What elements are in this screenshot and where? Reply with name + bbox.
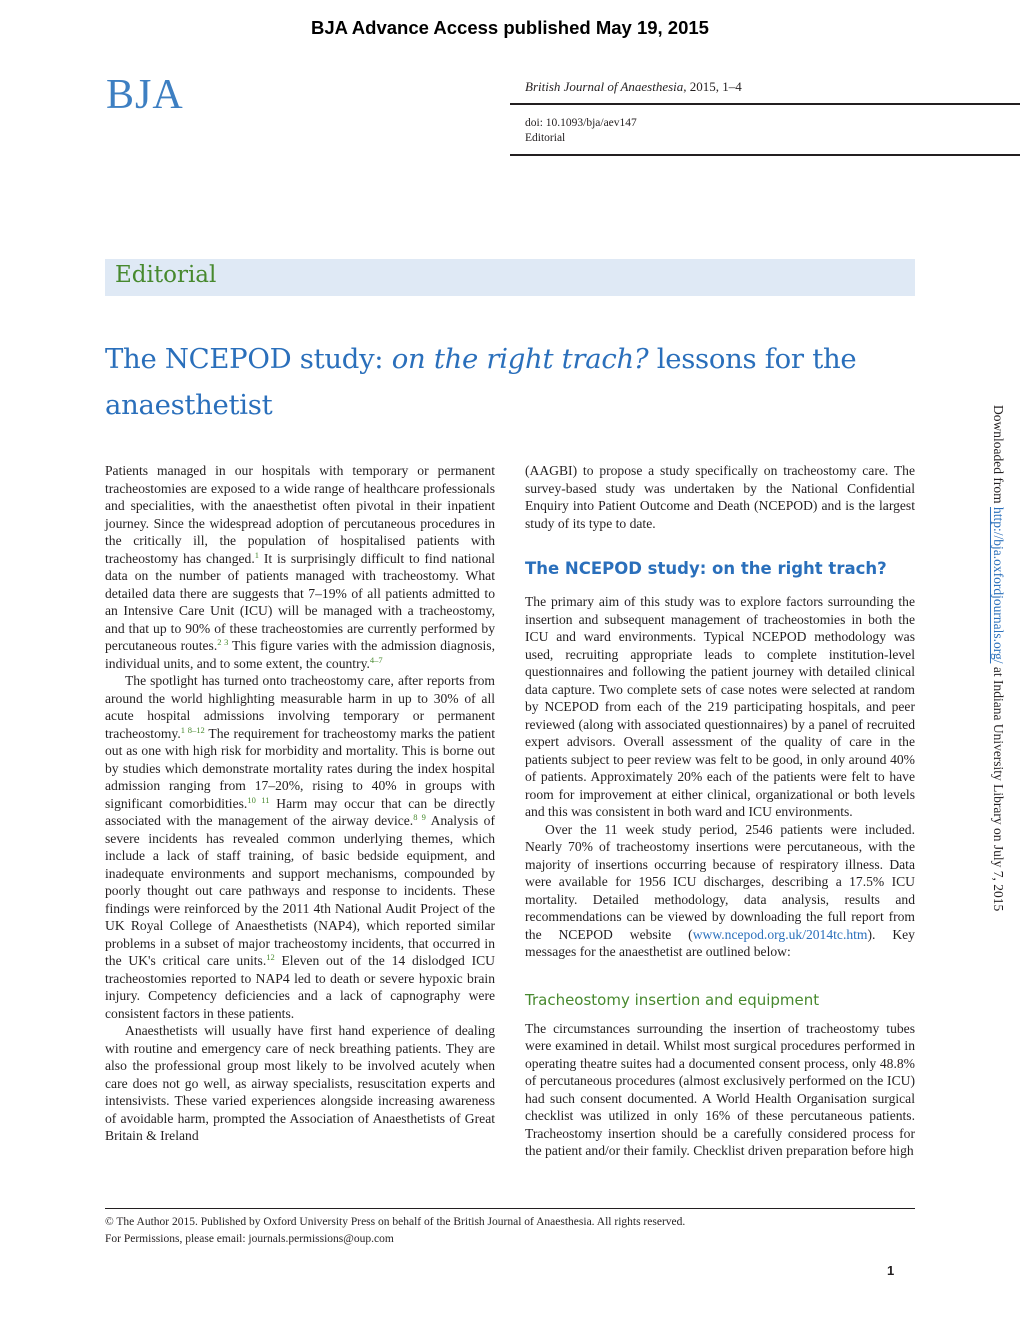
left-column [105,462,495,1145]
journal-year-pages: , 2015, 1–4 [683,79,742,94]
header-rule-top [510,103,1020,105]
article-type: Editorial [525,132,566,144]
article-title [105,336,865,428]
citation-ref[interactable]: 8 9 [413,812,426,822]
title-part-1: The NCEPOD study: [105,343,392,375]
section-label: Editorial [115,262,217,288]
paragraph-4: (AAGBI) to propose a study specifically on tracheostomy care. The survey-based study was undertaken by the National Confidential Enquiry into Patient Outcome and Death (NCEPOD) and is the largest study of its type to date. [525,463,915,531]
paragraph-7: The circumstances surrounding the insertion of tracheostomy tubes were examined in detail. Whilst most surgical procedures performed in operating theatre suites had a documented consent process, only 48.8% of percutaneous procedures (almost exclusively performed on the ICU) had such consent documented. A World Health Organisation surgical checklist was utilized in only 16% of these percutaneous patients. Tracheostomy insertion should be a carefully considered process for the patient and/or their family. Checklist driven preparation before high [525,1020,915,1158]
permissions-line: For Permissions, please email: journals.permissions@oup.com [105,1233,394,1245]
advance-access-banner: BJA Advance Access published May 19, 2015 [311,17,709,38]
bja-logo: BJA [106,72,184,118]
download-notice: Downloaded from http://bja.oxfordjournals.org/ at Indiana University Library on July 7, 2015 [991,405,1006,912]
paragraph-3: Anaesthetists will usually have first hand experience of dealing with routine and emergency care of neck breathing patients. They are also the professional group most likely to be involved acutely when care does not go well, as airway specialists, resuscitation experts and intensivists. These varied experiences alongside increasing awareness of avoidable harm, prompted the Association of Anaesthetists of Great Britain & Ireland [105,1023,495,1143]
paragraph-1: Patients managed in our hospitals with temporary or permanent tracheostomies are exposed to a wide range of healthcare professionals and specialities, with the anaesthetist often pivotal in their inpatient journey. Since the widespread adoption of percutaneous procedures in the critically ill, the population of hospitalised patients with tracheostomy has changed.$^1$ It is surprisingly difficult to find national data on the number of patients managed with tracheostomy. What detailed data there are suggests that 7–19% of all patients admitted to an Intensive Care Unit (ICU) will be managed with a tracheostomy, and that up to 90% of these tracheostomies are currently performed by percutaneous routes.$^{2 3}$ This figure varies with the admission diagnosis, individual units, and to some extent, the country.$^{4-7}$ [105,463,495,671]
right-column [525,462,915,1160]
citation-ref[interactable]: 12 [266,952,275,962]
copyright-line: © The Author 2015. Published by Oxford University Press on behalf of the British Journal of Anaesthesia. All rights reserved. [105,1216,686,1228]
heading-insertion-equipment: Tracheostomy insertion and equipment [525,990,820,1009]
journal-citation [525,79,742,95]
footer [105,1214,685,1248]
title-italic: on the right trach? [391,343,649,375]
ncepod-website-link[interactable]: www.ncepod.org.uk/2014tc.htm [692,926,868,942]
citation-ref[interactable]: 10 11 [247,794,270,805]
heading-ncepod-study: The NCEPOD study: on the right trach? [525,559,887,578]
title-part-2: lessons for the anaesthetist [105,343,857,421]
page-number: 1 [887,1263,895,1278]
journal-name: British Journal of Anaesthesia [525,79,684,94]
citation-ref[interactable]: 4–7 [369,654,383,665]
paragraph-5: The primary aim of this study was to explore factors surrounding the insertion and subsequent management of tracheostomies in both the ICU and ward environments. Typical NCEPOD methodology was used, recruiting appropriate leads to complete institution-level questionnaires and following the patient journey with detailed clinical data capture. Two complete sets of case notes were selected at random by NCEPOD from each of the 219 participating hospitals, and peer reviewed (along with associated questionnaires) by a panel of recruited expert advisors. Overall assessment of the quality of care in the patients subject to peer review was felt to be good, in only around 40% of patients. Approximately 20% each of the patients were felt to have room for improvement at either clinical, organizational or both levels and this was consistent in both ward and ICU environments. [525,594,915,819]
doi-block [525,116,637,146]
footer-rule [105,1208,915,1209]
citation-ref[interactable]: 1 8–12 [180,724,205,735]
header-rule-bottom [510,154,1020,156]
doi[interactable]: doi: 10.1093/bja/aev147 [525,117,637,129]
citation-ref[interactable]: 1 [254,549,259,560]
section-bar [105,259,915,296]
paragraph-2: The spotlight has turned onto tracheostomy care, after reports from around the world highlighting measurable harm in up to 30% of all acute hospital admissions involving temporary or permanent tracheostomy.$^{1 8-12}$ The requirement for tracheostomy marks the patient out as one with high risk for morbidity and mortality. This is borne out by studies which demonstrate mortality rates during the index hospital admission ranging from 17–20%, rising to 40% in groups with significant comorbidities.$^{10 11}$ Harm may occur that can be directly associated with the management of the airway device.$^{8 9}$ Analysis of severe incidents has revealed common underlying themes, which include a lack of staff training, of basic bedside equipment, and inadequate environments and support mechanisms, compounded by poorly thought out care pathways and response to incidents. These findings were reinforced by the 2011 4th National Audit Project of the UK Royal College of Anaesthetists (NAP4), which reported similar problems in a subset of major tracheostomy incidents, that occurred in the UK's critical care units.$^{12}$ Eleven out of the 14 dislodged ICU tracheostomies reported to NAP4 led to death or severe hypoxic brain injury. Competency deficiencies and a lack of capnography were consistent factors in these patients. [105,673,496,1021]
journal-site-link[interactable]: http://bja.oxfordjournals.org/ [991,506,1006,664]
citation-ref[interactable]: 2 3 [217,637,229,647]
paragraph-6: Over the 11 week study period, 2546 patients were included. Nearly 70% of tracheostomy insertions were percutaneous, with the majority of insertions occurring because of respiratory illness. Data were available for 1956 ICU discharges, describing a 17.5% ICU mortality. Detailed methodology, data analysis, results and recommendations can be viewed by downloading the full report from the NCEPOD website (www.ncepod.org.uk/2014tc.htm). Key messages for the anaesthetist are outlined below: [525,821,915,959]
